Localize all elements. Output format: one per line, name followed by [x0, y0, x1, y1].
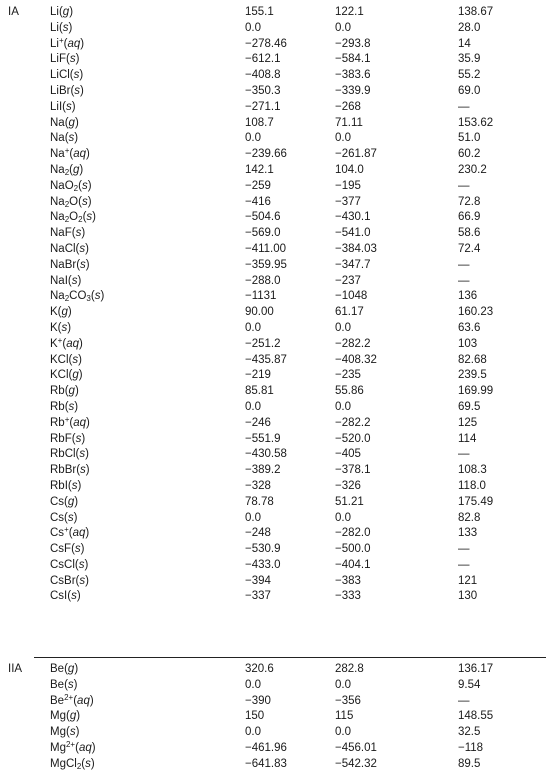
- table-row: [0, 5, 548, 21]
- value-cell-c3: 130: [458, 590, 478, 603]
- value-cell-c2: −195: [335, 179, 361, 192]
- table-row: [0, 226, 548, 242]
- value-cell-c1: −259: [245, 179, 271, 192]
- value-cell-c1: 78.78: [245, 495, 274, 508]
- table-row: [0, 116, 548, 132]
- value-cell-c1: −504.6: [245, 211, 281, 224]
- value-cell-c1: −461.96: [245, 741, 287, 754]
- value-cell-c3: —: [458, 558, 470, 571]
- value-cell-c1: −551.9: [245, 432, 281, 445]
- value-cell-c1: −435.87: [245, 353, 287, 366]
- value-cell-c3: 55.2: [458, 69, 481, 82]
- species-cell: Cs+(aq): [50, 525, 90, 540]
- table-row: [0, 147, 548, 163]
- value-cell-c3: 72.4: [458, 242, 481, 255]
- species-cell: K(g): [50, 306, 72, 319]
- value-cell-c2: −405: [335, 448, 361, 461]
- value-cell-c3: 148.55: [458, 710, 494, 723]
- table-row: [0, 242, 548, 258]
- species-cell: LiBr(s): [50, 84, 84, 97]
- table-row: [0, 21, 548, 37]
- table-row: [0, 258, 548, 274]
- value-cell-c2: −293.8: [335, 37, 371, 50]
- value-cell-c3: 230.2: [458, 163, 487, 176]
- value-cell-c3: 114: [458, 432, 477, 445]
- table-row: [0, 84, 548, 100]
- species-cell: Cs(s): [50, 511, 78, 524]
- value-cell-c2: 55.86: [335, 385, 364, 398]
- species-cell: NaI(s): [50, 274, 82, 287]
- value-cell-c3: 108.3: [458, 464, 487, 477]
- value-cell-c2: −408.32: [335, 353, 377, 366]
- value-cell-c3: 69.0: [458, 84, 481, 97]
- table-row: [0, 542, 548, 558]
- value-cell-c2: 0.0: [335, 511, 351, 524]
- table-row: [0, 131, 548, 147]
- value-cell-c1: 85.81: [245, 385, 274, 398]
- group-label-ia: IA: [8, 6, 19, 18]
- value-cell-c2: 51.21: [335, 495, 364, 508]
- value-cell-c3: 169.99: [458, 385, 494, 398]
- value-cell-c3: 72.8: [458, 195, 481, 208]
- value-cell-c3: 60.2: [458, 148, 481, 161]
- table-row: [0, 463, 548, 479]
- species-cell: Rb+(aq): [50, 414, 90, 429]
- species-cell: CsF(s): [50, 543, 85, 556]
- species-cell: Be(g): [50, 663, 79, 675]
- table-row: [0, 353, 548, 369]
- value-cell-c1: −569.0: [245, 227, 281, 240]
- value-cell-c1: 0.0: [245, 726, 261, 739]
- value-cell-c3: —: [458, 274, 470, 287]
- value-cell-c3: 125: [458, 416, 478, 429]
- value-cell-c3: 103: [458, 337, 478, 350]
- value-cell-c1: −641.83: [245, 757, 287, 770]
- value-cell-c2: −456.01: [335, 741, 377, 754]
- value-cell-c3: 14: [458, 37, 471, 50]
- value-cell-c1: 320.6: [245, 663, 274, 675]
- species-cell: Li(s): [50, 21, 73, 34]
- value-cell-c2: −282.2: [335, 337, 371, 350]
- species-cell: Cs(g): [50, 495, 79, 508]
- table-row: [0, 558, 548, 574]
- value-cell-c3: —: [458, 179, 470, 192]
- value-cell-c3: 89.5: [458, 757, 481, 770]
- value-cell-c2: 71.11: [335, 116, 363, 129]
- table-row: [0, 400, 548, 416]
- group-label-iia: IIA: [8, 663, 23, 675]
- table-row: [0, 68, 548, 84]
- value-cell-c2: 282.8: [335, 663, 364, 675]
- value-cell-c2: −383.6: [335, 69, 371, 82]
- species-cell: RbCl(s): [50, 448, 89, 461]
- value-cell-c1: 0.0: [245, 321, 261, 334]
- table-row: [0, 757, 548, 773]
- species-cell: K+(aq): [50, 335, 83, 350]
- species-cell: RbF(s): [50, 432, 86, 445]
- value-cell-c2: −520.0: [335, 432, 371, 445]
- value-cell-c2: −339.9: [335, 84, 371, 97]
- value-cell-c1: −408.8: [245, 69, 281, 82]
- value-cell-c2: −378.1: [335, 464, 371, 477]
- value-cell-c2: −268: [335, 100, 361, 113]
- species-cell: CsCl(s): [50, 558, 89, 571]
- table-row: [0, 337, 548, 353]
- table-row: [0, 479, 548, 495]
- table-row: [0, 526, 548, 542]
- value-cell-c2: −584.1: [335, 53, 371, 66]
- value-cell-c1: −271.1: [245, 100, 281, 113]
- value-cell-c3: 175.49: [458, 495, 494, 508]
- table-row: [0, 321, 548, 337]
- species-cell: KCl(s): [50, 353, 82, 366]
- value-cell-c3: 9.54: [458, 678, 481, 691]
- value-cell-c3: 82.68: [458, 353, 487, 366]
- value-cell-c1: −288.0: [245, 274, 281, 287]
- species-cell: Rb(g): [50, 385, 79, 398]
- table-row: [0, 589, 548, 605]
- table-row: [0, 511, 548, 527]
- value-cell-c3: 32.5: [458, 726, 481, 739]
- species-cell: NaCl(s): [50, 242, 89, 255]
- value-cell-c1: 0.0: [245, 400, 261, 413]
- value-cell-c3: −118: [458, 741, 484, 754]
- value-cell-c2: 122.1: [335, 6, 364, 18]
- value-cell-c1: 142.1: [245, 163, 274, 176]
- value-cell-c1: −416: [245, 195, 271, 208]
- value-cell-c1: −433.0: [245, 558, 281, 571]
- value-cell-c1: −239.66: [245, 148, 287, 161]
- species-cell: Mg(g): [50, 710, 81, 723]
- value-cell-c2: 61.17: [335, 306, 364, 319]
- value-cell-c1: 108.7: [245, 116, 274, 129]
- value-cell-c2: 115: [335, 710, 354, 723]
- table-row: [0, 52, 548, 68]
- species-cell: NaO$_2$(s): [50, 179, 92, 193]
- value-cell-c3: 239.5: [458, 369, 487, 382]
- value-cell-c2: −235: [335, 369, 361, 382]
- table-row: [0, 447, 548, 463]
- table-row: [0, 574, 548, 590]
- value-cell-c3: 121: [458, 574, 478, 587]
- species-cell: Li+(aq): [50, 35, 85, 50]
- value-cell-c1: −394: [245, 574, 271, 587]
- table-row: [0, 694, 548, 710]
- species-cell: KCl(g): [50, 369, 83, 382]
- value-cell-c2: −326: [335, 479, 361, 492]
- value-cell-c2: −541.0: [335, 227, 371, 240]
- value-cell-c1: −390: [245, 694, 271, 707]
- value-cell-c1: −350.3: [245, 84, 281, 97]
- value-cell-c2: −282.2: [335, 416, 371, 429]
- value-cell-c2: −383: [335, 574, 361, 587]
- value-cell-c3: —: [458, 448, 470, 461]
- table-row: [0, 384, 548, 400]
- table-row: [0, 741, 548, 757]
- table-row: [0, 678, 548, 694]
- value-cell-c3: 136: [458, 290, 478, 303]
- value-cell-c1: −278.46: [245, 37, 287, 50]
- value-cell-c3: 51.0: [458, 132, 481, 145]
- table-row: [0, 662, 548, 678]
- value-cell-c2: −404.1: [335, 558, 371, 571]
- value-cell-c3: 66.9: [458, 211, 481, 224]
- value-cell-c2: 0.0: [335, 400, 351, 413]
- group-ia: [0, 5, 548, 605]
- species-cell: $Na_2O_2(s)$: [50, 211, 96, 225]
- value-cell-c1: 0.0: [245, 21, 261, 34]
- value-cell-c3: 133: [458, 527, 478, 540]
- species-cell: LiI(s): [50, 100, 76, 113]
- value-cell-c2: −500.0: [335, 543, 371, 556]
- value-cell-c1: 155.1: [245, 6, 274, 18]
- species-cell: NaBr(s): [50, 258, 90, 271]
- value-cell-c1: −359.95: [245, 258, 287, 271]
- value-cell-c2: 0.0: [335, 678, 351, 691]
- species-cell: MgCl$_2$(s): [50, 757, 95, 771]
- value-cell-c2: −333: [335, 590, 361, 603]
- value-cell-c1: −1131: [245, 290, 277, 303]
- species-cell: RbI(s): [50, 479, 82, 492]
- value-cell-c2: 0.0: [335, 21, 351, 34]
- value-cell-c1: −530.9: [245, 543, 281, 556]
- value-cell-c2: −237: [335, 274, 361, 287]
- table-row: [0, 210, 548, 226]
- value-cell-c3: —: [458, 694, 470, 707]
- table-row: [0, 725, 548, 741]
- value-cell-c1: −248: [245, 527, 271, 540]
- value-cell-c1: −219: [245, 369, 271, 382]
- value-cell-c1: −246: [245, 416, 271, 429]
- table-row: [0, 100, 548, 116]
- species-cell: NaF(s): [50, 227, 86, 240]
- value-cell-c3: 69.5: [458, 400, 481, 413]
- value-cell-c2: 0.0: [335, 726, 351, 739]
- value-cell-c3: 118.0: [458, 479, 486, 492]
- species-cell: RbBr(s): [50, 464, 90, 477]
- table-row: [0, 195, 548, 211]
- value-cell-c1: −328: [245, 479, 271, 492]
- species-cell: CsI(s): [50, 590, 81, 603]
- value-cell-c1: −612.1: [245, 53, 281, 66]
- value-cell-c2: 0.0: [335, 132, 351, 145]
- value-cell-c3: 28.0: [458, 21, 481, 34]
- value-cell-c2: 0.0: [335, 321, 351, 334]
- table-row: [0, 432, 548, 448]
- species-cell: Be(s): [50, 678, 78, 691]
- species-cell: $Na_2CO_3(s)$: [50, 290, 105, 304]
- species-cell: Li(g): [50, 6, 74, 18]
- species-cell: Na(s): [50, 132, 79, 145]
- value-cell-c2: −282.0: [335, 527, 371, 540]
- species-cell: Na(g): [50, 116, 79, 129]
- value-cell-c1: 0.0: [245, 678, 261, 691]
- species-cell: LiF(s): [50, 53, 80, 66]
- species-cell: K(s): [50, 321, 72, 334]
- value-cell-c2: −542.32: [335, 757, 377, 770]
- value-cell-c1: 0.0: [245, 511, 261, 524]
- value-cell-c1: −389.2: [245, 464, 281, 477]
- table-row: [0, 709, 548, 725]
- value-cell-c3: —: [458, 100, 470, 113]
- species-cell: $Na_2(g)$: [50, 163, 84, 177]
- species-cell: $Na_2O(s)$: [50, 195, 92, 209]
- table-row: [0, 274, 548, 290]
- table-row: [0, 305, 548, 321]
- value-cell-c3: —: [458, 543, 470, 556]
- group-divider: [34, 657, 546, 658]
- table-row: [0, 37, 548, 53]
- value-cell-c3: 58.6: [458, 227, 481, 240]
- value-cell-c3: 153.62: [458, 116, 494, 129]
- group-iia: [0, 662, 548, 773]
- value-cell-c1: 90.00: [245, 306, 274, 319]
- value-cell-c2: −384.03: [335, 242, 377, 255]
- table-row: [0, 163, 548, 179]
- species-cell: $Be^{2+}(aq)$: [50, 692, 94, 707]
- table-row: [0, 495, 548, 511]
- species-cell: $Mg^{2+}(aq)$: [50, 739, 96, 754]
- value-cell-c1: 0.0: [245, 132, 261, 145]
- value-cell-c3: 63.6: [458, 321, 481, 334]
- value-cell-c3: 82.8: [458, 511, 481, 524]
- table-row: [0, 179, 548, 195]
- value-cell-c2: −261.87: [335, 148, 377, 161]
- table-row: [0, 368, 548, 384]
- value-cell-c3: 138.67: [458, 6, 494, 18]
- value-cell-c3: 160.23: [458, 306, 494, 319]
- value-cell-c1: −337: [245, 590, 271, 603]
- species-cell: CsBr(s): [50, 574, 89, 587]
- table-row: [0, 416, 548, 432]
- value-cell-c2: −377: [335, 195, 361, 208]
- value-cell-c3: 35.9: [458, 53, 481, 66]
- species-cell: Mg(s): [50, 726, 80, 739]
- value-cell-c3: 136.17: [458, 663, 494, 675]
- species-cell: LiCl(s): [50, 69, 84, 82]
- value-cell-c1: 150: [245, 710, 265, 723]
- value-cell-c2: −347.7: [335, 258, 371, 271]
- value-cell-c1: −411.00: [245, 242, 287, 255]
- value-cell-c1: −430.58: [245, 448, 287, 461]
- value-cell-c2: 104.0: [335, 163, 364, 176]
- value-cell-c3: —: [458, 258, 470, 271]
- value-cell-c2: −1048: [335, 290, 368, 303]
- species-cell: Rb(s): [50, 400, 79, 413]
- species-cell: Na+(aq): [50, 146, 90, 161]
- value-cell-c2: −356: [335, 694, 361, 707]
- value-cell-c1: −251.2: [245, 337, 281, 350]
- value-cell-c2: −430.1: [335, 211, 371, 224]
- table-row: [0, 289, 548, 305]
